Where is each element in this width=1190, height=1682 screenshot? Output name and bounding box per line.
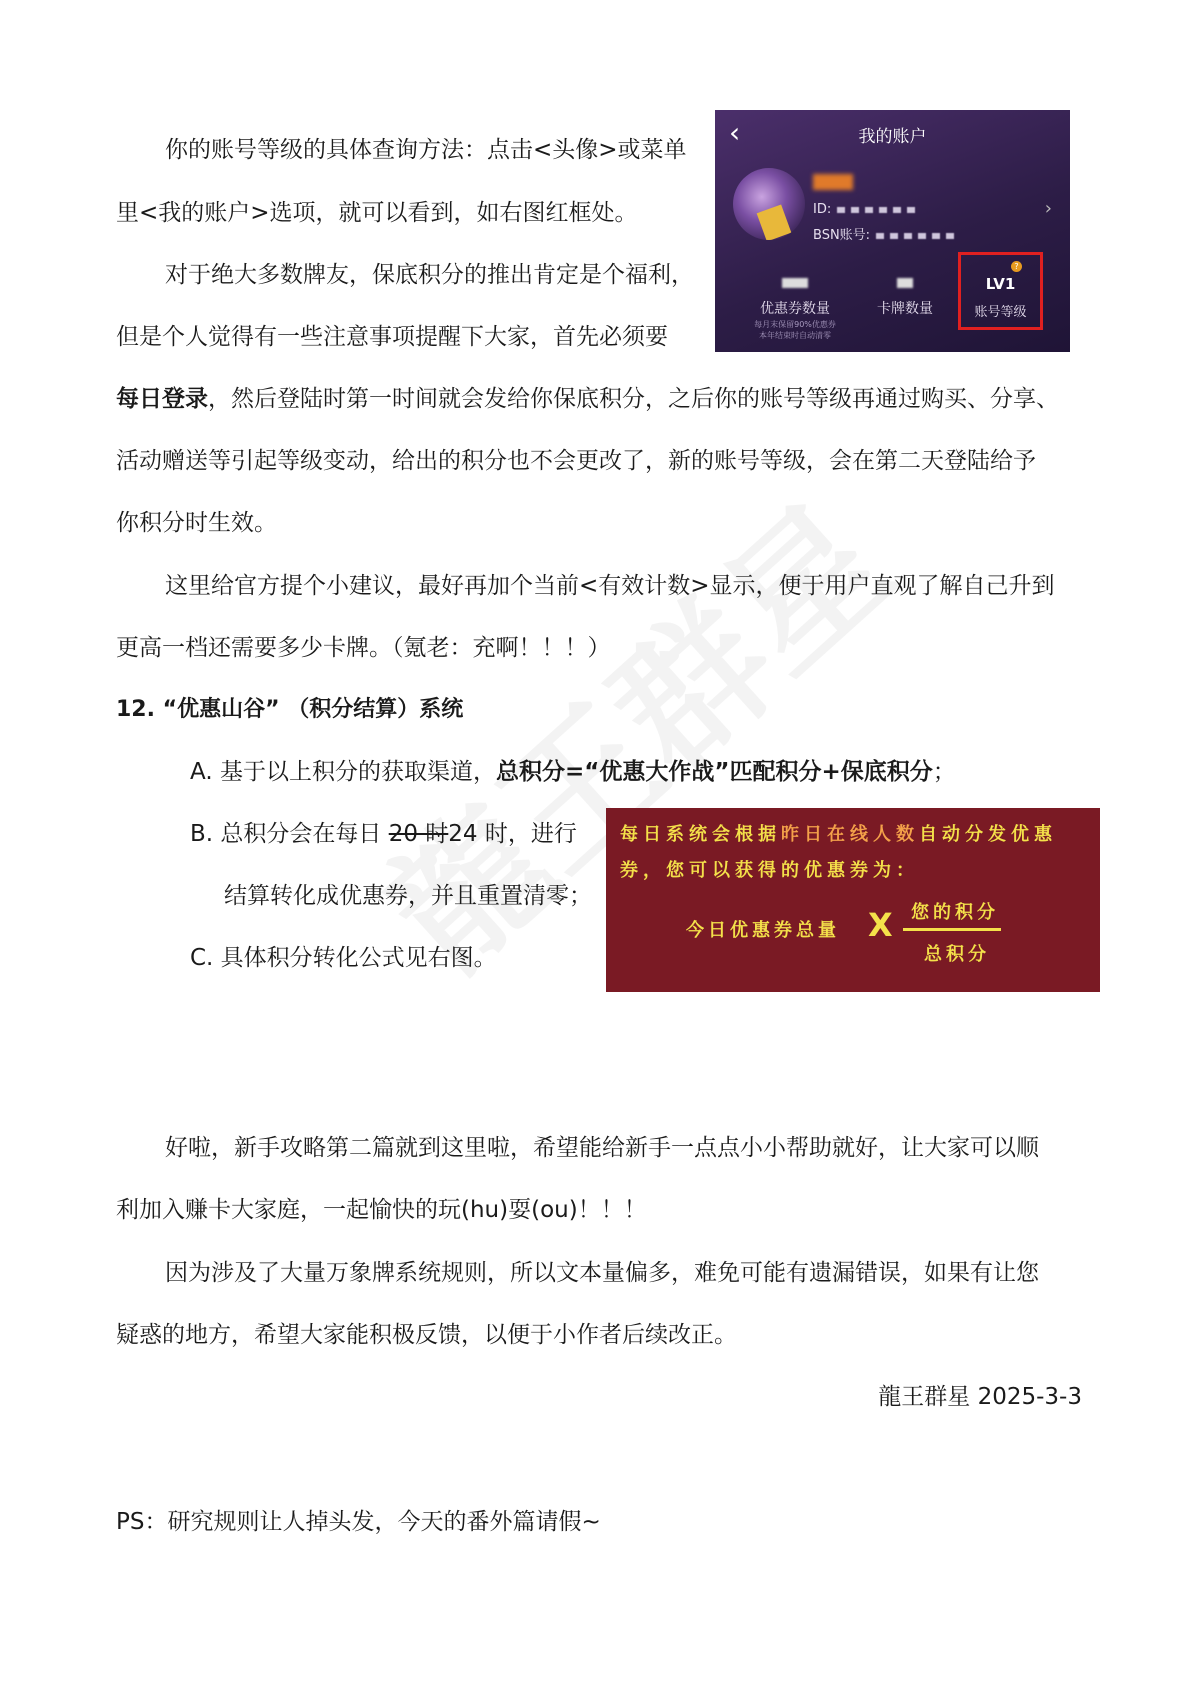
postscript: PS：研究规则让人掉头发，今天的番外篇请假~ xyxy=(116,1509,601,1535)
chevron-right-icon: › xyxy=(1044,198,1052,219)
emphasis-text: 每日登录 xyxy=(116,386,208,412)
formula-numerator: 您的积分 xyxy=(911,902,999,923)
paragraph-text: 对于绝大多数牌友，保底积分的推出肯定是个福利， xyxy=(165,262,694,288)
banner-text: 自动分发优惠 xyxy=(919,824,1057,845)
card-icon xyxy=(757,204,792,240)
banner-highlight: 昨日在线人数 xyxy=(781,824,919,845)
paragraph-text: 更高一档还需要多少卡牌。（氪老：充啊！！！） xyxy=(116,635,611,661)
paragraph-text: 活动赠送等引起等级变动，给出的积分也不会更改了，新的账号等级，会在第二天登陆给予 xyxy=(116,448,1036,474)
stat-label: 优惠券数量 xyxy=(760,301,830,317)
blurred-bsn xyxy=(876,233,956,239)
account-level-highlight xyxy=(958,252,1043,330)
back-icon: ‹ xyxy=(729,116,741,149)
avatar xyxy=(733,168,805,240)
id-row xyxy=(813,202,917,217)
screen-title: 我的账户 xyxy=(858,127,927,147)
level-label: 账号等级 xyxy=(974,305,1027,320)
paragraph-text: ，然后登陆时第一时间就会发给你保底积分，之后你的账号等级再通过购买、分享、 xyxy=(208,386,1059,412)
paragraph-text: 因为涉及了大量万象牌系统规则，所以文本量偏多，难免可能有遗漏错误，如果有让您 xyxy=(165,1260,1039,1286)
paragraph-text: 但是个人觉得有一些注意事项提醒下大家，首先必须要 xyxy=(116,324,668,350)
account-screenshot xyxy=(715,110,1070,352)
banner-line-2: 券，您可以获得的优惠券为： xyxy=(620,860,919,881)
list-text: A. 基于以上积分的获取渠道， xyxy=(190,759,496,785)
bsn-label: BSN账号: xyxy=(813,228,871,243)
signature: 龍王群星 2025-3-3 xyxy=(878,1384,1082,1410)
paragraph-text: 这里给官方提个小建议，最好再加个当前<有效计数>显示，便于用户直观了解自己升到 xyxy=(165,573,1055,599)
paragraph-text: 好啦，新手攻略第二篇就到这里啦，希望能给新手一点点小小帮助就好，让大家可以顺 xyxy=(165,1135,1039,1161)
stat-note: 每月末保留90%优惠券 xyxy=(754,320,836,329)
stat-label: 卡牌数量 xyxy=(877,301,933,317)
formula-denominator: 总积分 xyxy=(924,944,990,965)
bsn-row xyxy=(813,224,956,243)
list-item-b-cont: 结算转化成优惠券，并且重置清零； xyxy=(224,883,592,909)
list-text: ； xyxy=(932,759,956,785)
formula-total: 今日优惠券总量 xyxy=(686,920,840,941)
blurred-id xyxy=(837,207,917,213)
id-label: ID: xyxy=(813,202,832,217)
banner-line-1 xyxy=(620,820,1057,846)
paragraph-text: 里<我的账户>选项，就可以看到，如右图红框处。 xyxy=(116,200,638,226)
fraction-line xyxy=(903,928,1001,931)
formula-text: 总积分=“优惠大作战”匹配积分+保底积分 xyxy=(495,759,933,785)
paragraph-text: 你积分时生效。 xyxy=(116,510,277,536)
banner-text: 每日系统会根据 xyxy=(620,824,781,845)
list-item-b xyxy=(190,819,577,849)
level-value: LV1 xyxy=(985,275,1016,293)
blurred-value xyxy=(897,278,913,288)
paragraph-text: 利加入赚卡大家庭，一起愉快的玩(hu)耍(ou)！！！ xyxy=(116,1197,647,1223)
section-heading: 12. “优惠山谷” （积分结算）系统 xyxy=(116,697,464,722)
list-item-c: C. 具体积分转化公式见右图。 xyxy=(190,945,497,971)
list-text: B. 总积分会在每日 xyxy=(190,821,389,847)
struck-text: 20 时 xyxy=(388,821,449,847)
stat-coupons xyxy=(745,278,845,340)
times-sign: X xyxy=(868,906,893,944)
list-text: 24 时，进行 xyxy=(448,821,577,847)
paragraph-text: 你的账号等级的具体查询方法：点击<头像>或菜单 xyxy=(165,137,687,163)
formula-banner xyxy=(606,808,1100,992)
help-icon: ? xyxy=(1011,261,1022,272)
paragraph-text xyxy=(116,384,1059,414)
blurred-username xyxy=(813,174,853,190)
blurred-value xyxy=(782,278,808,288)
stat-note: 本年结束时自动清零 xyxy=(759,331,831,340)
stat-cards xyxy=(855,278,955,318)
list-item-a xyxy=(190,757,956,787)
paragraph-text: 疑惑的地方，希望大家能积极反馈，以便于小作者后续改正。 xyxy=(116,1322,737,1348)
